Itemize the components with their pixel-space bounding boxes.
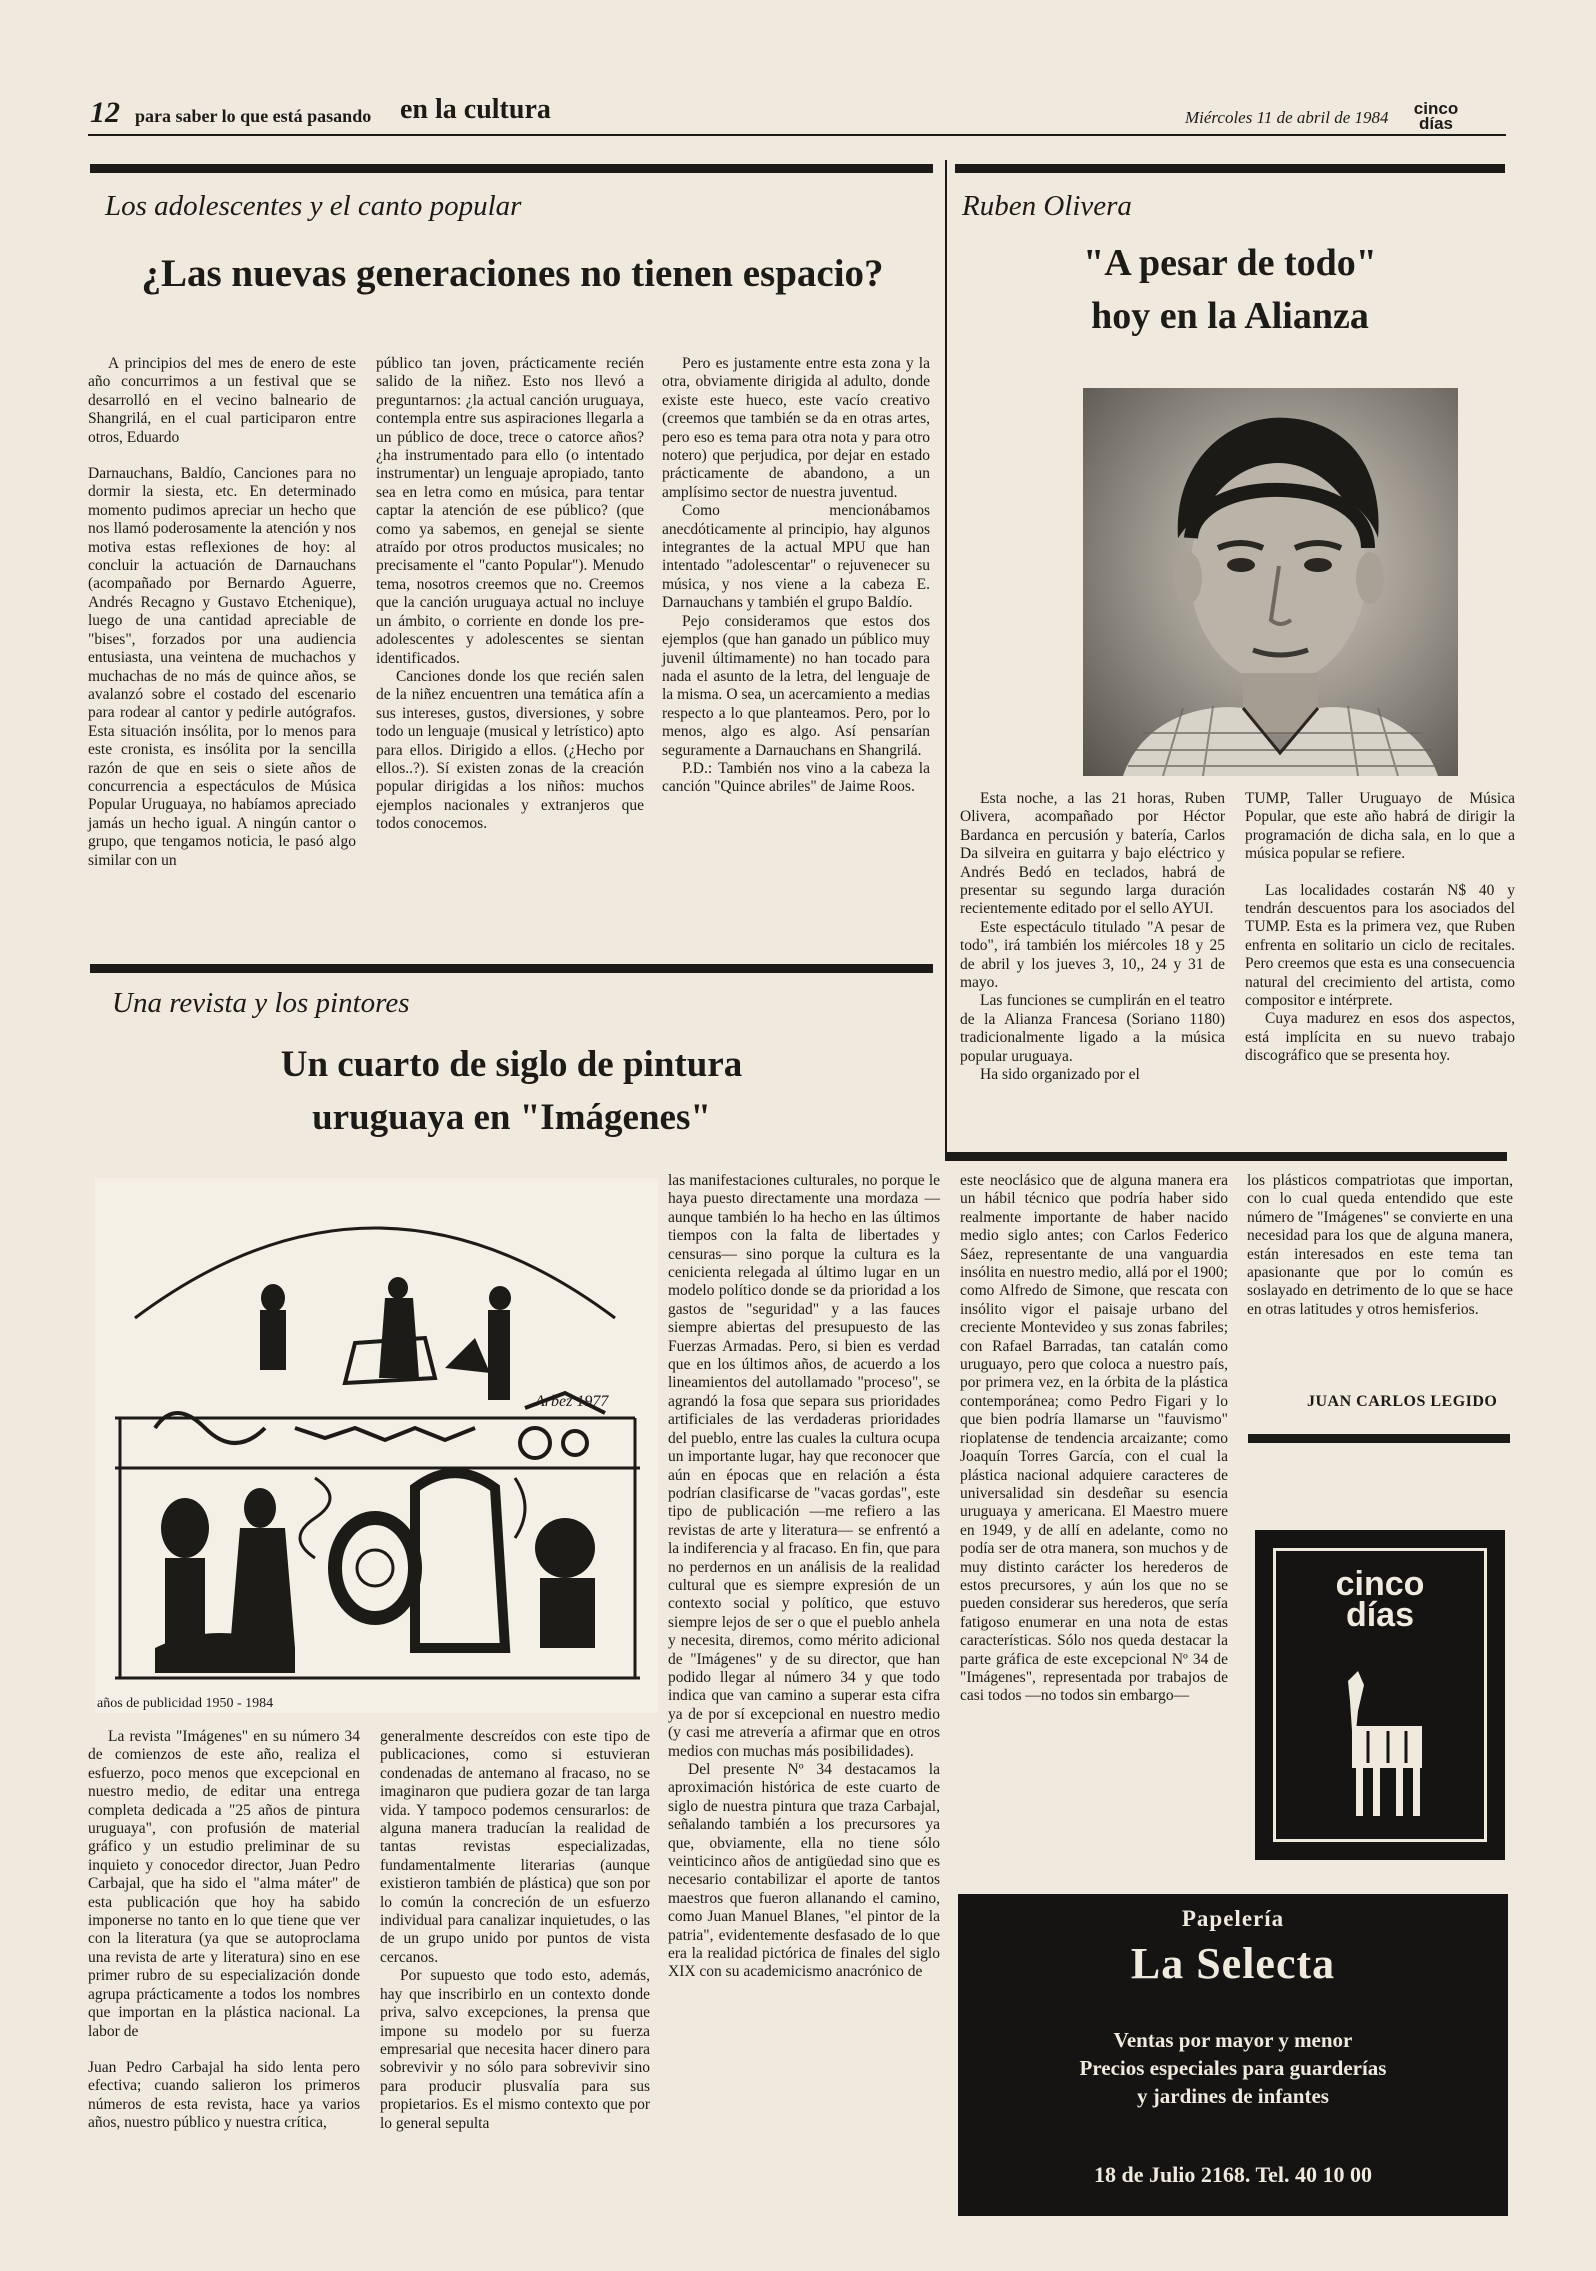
article2-kicker: Ruben Olivera — [962, 190, 1132, 222]
drawing-signature: Arbez 1977 — [535, 1393, 609, 1410]
article2-col1-p4: Ha sido organizado por el — [980, 1066, 1140, 1084]
ad-cinco-dias-frame — [1273, 1548, 1487, 1842]
drawing-caption: años de publicidad 1950 - 1984 — [97, 1696, 274, 1711]
page-number: 12 — [90, 96, 120, 129]
mural-illustration — [95, 1178, 658, 1713]
article1-headline: ¿Las nuevas generaciones no tienen espacio? — [141, 252, 884, 295]
article1-col2-p2: Canciones donde los que recién salen de la niñez encuentren una temática afín a sus intereses, gustos, diversiones, y sobre todo un lenguaje (musical y letrístico) apto para ellos. Dirigido a ellos. (¿Hecho por ellos..?). Sí existen zonas de la creación popular dirigidas a los niños: muchos ejemplos nacionales y extranjeros que todos conocemos. — [376, 667, 644, 833]
article2-col1-p2: Este espectáculo titulado "A pesar de todo", irá también los miércoles 18 y 25 de abril y los jueves 3, 10,, 24 y 31 de mayo. — [960, 918, 1225, 992]
imagenes-drawing — [95, 1178, 658, 1713]
horse-icon — [1328, 1671, 1438, 1821]
article3-col3 — [668, 1172, 940, 1982]
byline-rule — [1248, 1434, 1510, 1443]
ad-selecta-title: La Selecta — [1130, 1939, 1336, 1988]
article3-col2-p2: Por supuesto que todo esto, además, hay que inscribirlo en un contexto donde priva, salvo excepciones, la prensa que impone su modelo por su fuerza empresarial que necesita hacer dinero para sobrevivir y no sólo para sobrevivir sino para producir plusvalía para sus propietarios. Es el mismo contexto que por lo general sepulta — [380, 1967, 650, 2132]
article1-col3 — [662, 355, 930, 797]
ad-selecta-line1: Ventas por mayor y menor — [1113, 2028, 1353, 2052]
ruben-olivera-photo — [1083, 388, 1458, 776]
header-date: Miércoles 11 de abril de 1984 — [1185, 108, 1389, 127]
header-rule — [88, 134, 1506, 136]
article2-col2-p1: TUMP, Taller Uruguayo de Música Popular, que este año habrá de dirigir la programación de dicha sala, en lo que a música popular se refiere. — [1245, 790, 1515, 863]
article1-kicker: Los adolescentes y el canto popular — [105, 190, 522, 222]
article1-top-rule — [90, 164, 933, 173]
article3-col2-p1: generalmente descreídos con este tipo de publicaciones, como si estuvieran condenadas de antemano al fracaso, no se imaginaron que pudiera gozar de tan larga vida. Y tampoco podemos censurarlos: de alguna manera traducían la realidad de tantas revistas especializadas, fundamentalmente literarias (aunque existieron también de plástica) que son por lo común la concreción de un esfuerzo individual para canalizar inquietudes, o las de un grupo unido por puntos de vista cercanos. — [380, 1728, 650, 1966]
article3-col4-p1: este neoclásico que de alguna manera era un hábil técnico que podría haber sido realmente importante de haber nacido medio siglo antes; con Carlos Federico Sáez, representante de una vanguardia insólita en nuestro medio, allá por el 1900; como Alfredo de Simone, que rescata con insólito vigor el paisaje urbano del creciente Montevideo y sus zonas fabriles; con Rafael Barradas, tan catalán como uruguayo, pero que coloca a nuestro país, por primera vez, en la órbita de la plástica contemporánea; como Pedro Figari y lo que bien podría llamarse un "fauvismo" rioplatense de tendencia arcaizante; como Joaquín Torres García, con el cual la plástica nacional adquiere caracteres de universalidad sin desdeñar su esencia uruguaya y americana. El Maestro muere en 1949, y de allí en adelante, como no podía ser de otra manera, son muchos y de muy distinto carácter los herederos de estos precursores, y aún los que no se pueden considerar sus herederos, que sería fatigoso enumerar en una nota de estas características. Sólo nos queda destacar la parte gráfica de este excepcional Nº 34 de "Imágenes", representada por trabajos de casi todos —no todos sin embargo— — [960, 1172, 1228, 1705]
header-logo-line1: cinco — [1413, 99, 1459, 118]
portrait-illustration — [1083, 388, 1458, 776]
article3-col1 — [88, 1728, 360, 2133]
article2-col2 — [1245, 790, 1515, 1066]
article3-col2 — [380, 1728, 650, 2133]
article3-col1-p2: Juan Pedro Carbajal ha sido lenta pero efectiva; cuando salieron los primeros números de esta revista, hace ya varios años, nuestro público y nuestra crítica, — [88, 2058, 360, 2132]
article1-col1-p2: Darnauchans, Baldío, Canciones para no dormir la siesta, etc. En determinado momento pudimos apreciar un hecho que nos llamó poderosamente la atención y nos motiva estas reflexiones de hoy: al concluir la actuación de Darnauchans (acompañado por Bernardo Aguerre, Andrés Recagno y Gustavo Etchenique), luego de una cantidad apreciable de "bises", forzados por una audiencia entusiasta, una veintena de muchachos y muchachas de no más de quince años, se avalanzó sobre el costado del escenario para rodear al cantor y pedirle autógrafos. Esta situación insólita, por lo menos para este cronista, es insólita por la sencilla razón de que en seis o siete años de concurrencia a espectáculos de Música Popular Uruguaya, no habíamos apreciado jamás un hecho igual. A ningún cantor o grupo, que tengamos noticia, le pasó algo similar con un — [88, 465, 356, 869]
header-section: en la cultura — [400, 94, 551, 125]
article1-col3-p4: P.D.: También nos vino a la cabeza la canción "Quince abriles" de Jaime Roos. — [662, 759, 930, 796]
header-tagline: para saber lo que está pasando — [135, 106, 372, 126]
header-logo — [1408, 101, 1464, 131]
article3-headline-line2: uruguaya en "Imágenes" — [312, 1097, 711, 1138]
article3-byline: JUAN CARLOS LEGIDO — [1307, 1393, 1498, 1410]
article3-kicker: Una revista y los pintores — [112, 987, 410, 1019]
article1-col3-p2: Como mencionábamos anecdóticamente al principio, hay algunos integrantes de la actual MPU que han intentado "adolescentar" o rejuvenecer su música, y nos viene a la cabeza E. Darnauchans y también el grupo Baldío. — [662, 502, 930, 612]
ad-selecta-address: 18 de Julio 2168. Tel. 40 10 00 — [1093, 2162, 1373, 2187]
ad-cinco-dias — [1255, 1530, 1505, 1860]
ad-cinco-dias-line1: cinco — [1335, 1565, 1425, 1603]
article2-top-rule — [955, 164, 1505, 173]
ad-cinco-dias-logo — [1276, 1565, 1484, 1634]
article2-col1-p3: Las funciones se cumplirán en el teatro de la Alianza Francesa (Soriano 1180) tradicionalmente ligado a la música popular uruguaya. — [960, 992, 1225, 1065]
article2-bottom-rule — [945, 1152, 1507, 1161]
article3-headline-line1: Un cuarto de siglo de pintura — [280, 1044, 743, 1085]
article1-col3-p1: Pero es justamente entre esta zona y la otra, obviamente dirigida al adulto, donde existe este hueco, este vacío creativo (creemos que también se da en otras artes, pero eso es tema para otra nota y para otro notero) que perjudica, por dejar en estado prácticamente de abandono, a un amplísimo sector de nuestra juventud. — [662, 355, 930, 501]
article2-headline-line2: hoy en la Alianza — [1091, 295, 1369, 337]
header-logo-line2: días — [1418, 114, 1454, 133]
article1-col1 — [88, 355, 356, 870]
article1-col1-p1: A principios del mes de enero de este año concurrimos a un festival que se desarrolló en el vecino balneario de Shangrilá, en el cual participaron entre otros, Eduardo — [88, 355, 356, 446]
ad-selecta-line2: Precios especiales para guarderías — [1079, 2056, 1387, 2080]
article3-col5-p1: los plásticos compatriotas que importan, con lo cual queda entendido que este número de "Imágenes" se convierte en una necesidad para los que de alguna manera, están interesados en este tema tan apasionante que por lo común es soslayado en detrimento de lo que se hace en otras latitudes y otros hemisferios. — [1247, 1172, 1513, 1318]
ad-cinco-dias-line2: días — [1345, 1596, 1415, 1634]
article3-col5 — [1247, 1172, 1513, 1319]
article1-col3-p3: Pejo consideramos que estos dos ejemplos (que han ganado un público muy juvenil últimamente) no han tocado para nada el asunto de la letra, del lenguaje de la misma. O sea, un acercamiento a medias respecto a lo que planteamos. Pero, por lo menos, algo es algo. Así pensarían seguramente a Darnauchans en Shangrilá. — [662, 612, 930, 759]
article3-col3-p1: las manifestaciones culturales, no porque le haya puesto directamente una mordaza —aunque también lo ha hecho en las últimos tiempos con la falta de libertades y censuras— sino porque la cultura es la cenicienta relegada al último lugar en un modelo político donde se da prioridad a los gastos de "seguridad" y a las fauces siempre abiertas del presupuesto de las Fuerzas Armadas. Pero, si bien es verdad que en los últimos años, de acuerdo a los lineamientos del autollamado "proceso", se agrandó la fosa que separa sus prioridades artificiales de las verdaderas prioridades del pueblo, entre las cuales la cultura ocupa un importante lugar, hay que reconocer que aún en épocas que en relación a ésta podrían clasificarse de "vacas gordas", este tipo de publicación —me refiero a las revistas de arte y literatura— se enfrentó a la indiferencia y al fracaso. En fin, que para no perdernos en un análisis de la realidad cultural que es siempre expresión de un contexto social y político, que estuvo siempre lejos de ser o que el pueblo anhela y necesita, diremos, como mérito adicional de "Imágenes" y de su director, que han podido llegar al número 34 y que todo indica que van camino a superar esta cifra ya de por sí excepcional en nuestro medio (y casi me atrevería a afirmar que en otros medios con muchas más posibilidades). — [668, 1172, 940, 1760]
ad-selecta-pretitle: Papelería — [1181, 1906, 1285, 1931]
article2-col1 — [960, 790, 1225, 1085]
article2-headline-line1: "A pesar de todo" — [1083, 242, 1377, 284]
ad-selecta-line3: y jardines de infantes — [1137, 2084, 1329, 2108]
article3-col4 — [960, 1172, 1228, 1706]
article3-col1-p1: La revista "Imágenes" en su número 34 de comienzos de este año, realiza el esfuerzo, poco menos que excepcional en nuestro medio, de editar una entrega completa dedicada a "25 años de pintura uruguaya", con profusión de material gráfico y un estudio preliminar de su inquieto y conocedor director, Juan Pedro Carbajal, que ha sido el "alma máter" de esta publicación que hoy ha sabido imponerse no tanto en lo que tiene que ver con la literatura (ya que se autoproclama una revista de arte y literatura) sino en ese primer rubro de su especialización donde agrupa prácticamente a todos los nombres que importan en la plástica nacional. La labor de — [88, 1728, 360, 2040]
article2-col2-p3: Cuya madurez en esos dos aspectos, está implícita en su nuevo trabajo discográfico que se presenta hoy. — [1245, 1010, 1515, 1065]
article1-col2 — [376, 355, 644, 834]
article3-col3-p2: Del presente Nº 34 destacamos la aproximación histórica de este cuarto de siglo de nuestra pintura que traza Carbajal, señalando también a los precursores ya que, obviamente, ella no tiene sólo veinticinco años de antigüedad sino que es necesario contabilizar el aporte de tantos maestros que fueron allanando el camino, como Juan Manuel Blanes, "el pintor de la patria", evidentemente desfasado de lo que era la realidad pictórica de finales del siglo XIX con su academicismo anacrónico de — [668, 1761, 940, 1981]
column-divider — [945, 160, 947, 1160]
article2-col1-p1: Esta noche, a las 21 horas, Ruben Olivera, acompañado por Héctor Bardanca en percusión y batería, Carlos Da silveira en guitarra y bajo eléctrico y Andrés Bedó en teclados, habrá de presentar su segundo larga duración recientemente editado por el sello AYUI. — [960, 790, 1225, 918]
article2-col2-p2: Las localidades costarán N$ 40 y tendrán descuentos para los asociados del TUMP. Esta es la primera vez, que Ruben enfrenta en solitario un ciclo de recitales. Pero creemos que esta es una consecuencia natural del crecimiento del artista, como compositor e intérprete. — [1245, 881, 1515, 1010]
article1-col2-p1: público tan joven, prácticamente recién salido de la niñez. Esto nos llevó a preguntarnos: ¿la actual canción uruguaya, contempla entre sus aspiraciones llegarla a un público de doce, trece o catorce años? ¿ha instrumentado para ello (o intentado instrumentar) un lenguaje apropiado, tanto sea en letra como en música, para tentar captar la atención de ese público? (que como ya sabemos, en genejal se siente atraído por otros productos musicales; no precisamente el "canto Popular"). Menudo tema, nosotros creemos que no. Creemos que la canción uruguaya actual no incluye un ámbito, o corriente en donde los pre-adolescentes y adolescentes se sientan identificados. — [376, 355, 644, 667]
ad-la-selecta — [958, 1894, 1508, 2216]
article3-top-rule — [90, 964, 933, 973]
